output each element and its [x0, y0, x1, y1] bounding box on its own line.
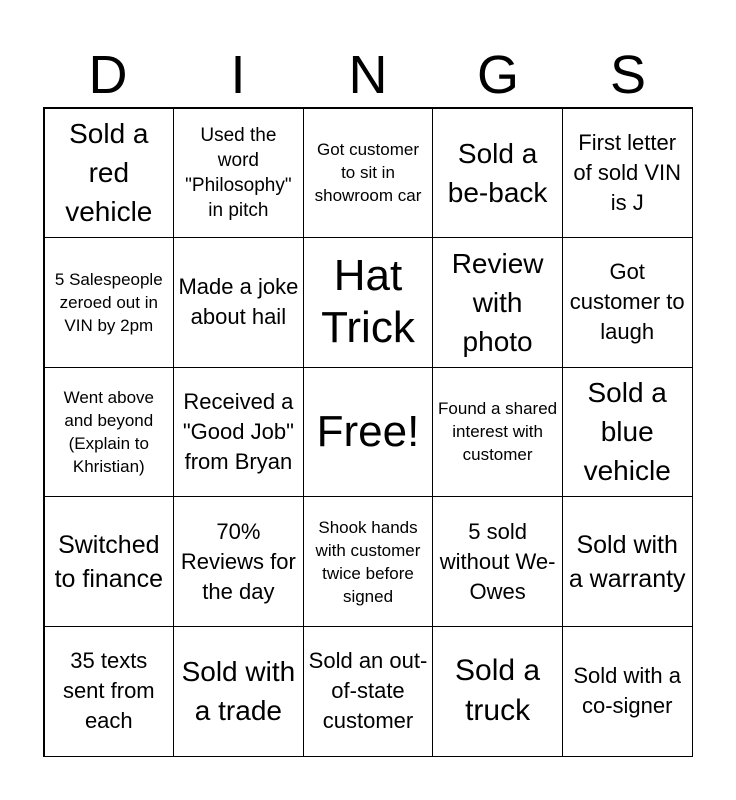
- bingo-cell[interactable]: [44, 496, 175, 627]
- header-letter-n: N: [348, 45, 388, 105]
- cell-text: Sold an out-of-state customer: [308, 648, 428, 734]
- cell-text: Sold a be-back: [447, 137, 548, 208]
- cell-text: Made a joke about hail: [178, 274, 299, 330]
- cell-text: 5 Salespeople zeroed out in VIN by 2pm: [54, 269, 163, 335]
- bingo-cell[interactable]: [432, 108, 563, 239]
- cell-text: Sold a truck: [455, 654, 541, 728]
- bingo-cell[interactable]: [432, 626, 563, 757]
- header-letter-d: D: [88, 45, 128, 105]
- cell-text: 5 sold without We-Owes: [439, 518, 556, 604]
- bingo-cell[interactable]: [44, 626, 175, 757]
- bingo-cell[interactable]: [173, 367, 304, 498]
- bingo-cell[interactable]: [44, 237, 175, 368]
- cell-text: Got customer to sit in showroom car: [314, 140, 422, 206]
- bingo-header: [43, 44, 693, 106]
- bingo-cell[interactable]: [173, 108, 304, 239]
- cell-text: Went above and beyond (Explain to Khristian): [63, 387, 154, 476]
- bingo-cell[interactable]: [432, 367, 563, 498]
- cell-text: Received a "Good Job" from Bryan: [182, 388, 294, 474]
- header-letter-s: S: [609, 45, 647, 105]
- bingo-cell[interactable]: [44, 108, 175, 239]
- bingo-cell[interactable]: [44, 367, 175, 498]
- bingo-cell[interactable]: [562, 367, 693, 498]
- cell-text: Got customer to laugh: [569, 259, 685, 345]
- cell-text: Sold with a warranty: [568, 530, 686, 593]
- cell-text: 35 texts sent from each: [62, 648, 155, 734]
- bingo-cell[interactable]: [432, 237, 563, 368]
- bingo-cell[interactable]: [303, 496, 434, 627]
- bingo-cell[interactable]: [303, 108, 434, 239]
- bingo-cell[interactable]: [432, 496, 563, 627]
- header-letter-g: G: [476, 45, 519, 105]
- bingo-cell[interactable]: [173, 496, 304, 627]
- cell-text: Review with photo: [451, 247, 544, 357]
- header-letter-i: I: [230, 45, 246, 105]
- bingo-cell[interactable]: [173, 626, 304, 757]
- cell-text: Sold with a co-signer: [573, 663, 681, 719]
- bingo-cell[interactable]: [562, 108, 693, 239]
- cell-text: First letter of sold VIN is J: [573, 129, 681, 215]
- bingo-cell[interactable]: [303, 237, 434, 368]
- bingo-board: [43, 107, 693, 757]
- cell-text: Switched to finance: [54, 530, 163, 593]
- bingo-cell[interactable]: [562, 237, 693, 368]
- free-space[interactable]: [303, 367, 434, 498]
- cell-text: Sold a blue vehicle: [583, 377, 671, 487]
- bingo-cell[interactable]: [173, 237, 304, 368]
- bingo-cell[interactable]: [562, 626, 693, 757]
- cell-text: Sold with a trade: [181, 656, 296, 727]
- bingo-cell[interactable]: [303, 626, 434, 757]
- cell-text: Shook hands with customer twice before signed: [315, 517, 421, 606]
- bingo-cell[interactable]: [562, 496, 693, 627]
- cell-text: Hat Trick: [321, 251, 415, 353]
- cell-text: Used the word "Philosophy" in pitch: [185, 124, 292, 221]
- cell-text: Free!: [316, 406, 420, 456]
- cell-text: 70% Reviews for the day: [180, 518, 296, 604]
- cell-text: Found a shared interest with customer: [438, 399, 558, 465]
- cell-text: Sold a red vehicle: [65, 118, 153, 228]
